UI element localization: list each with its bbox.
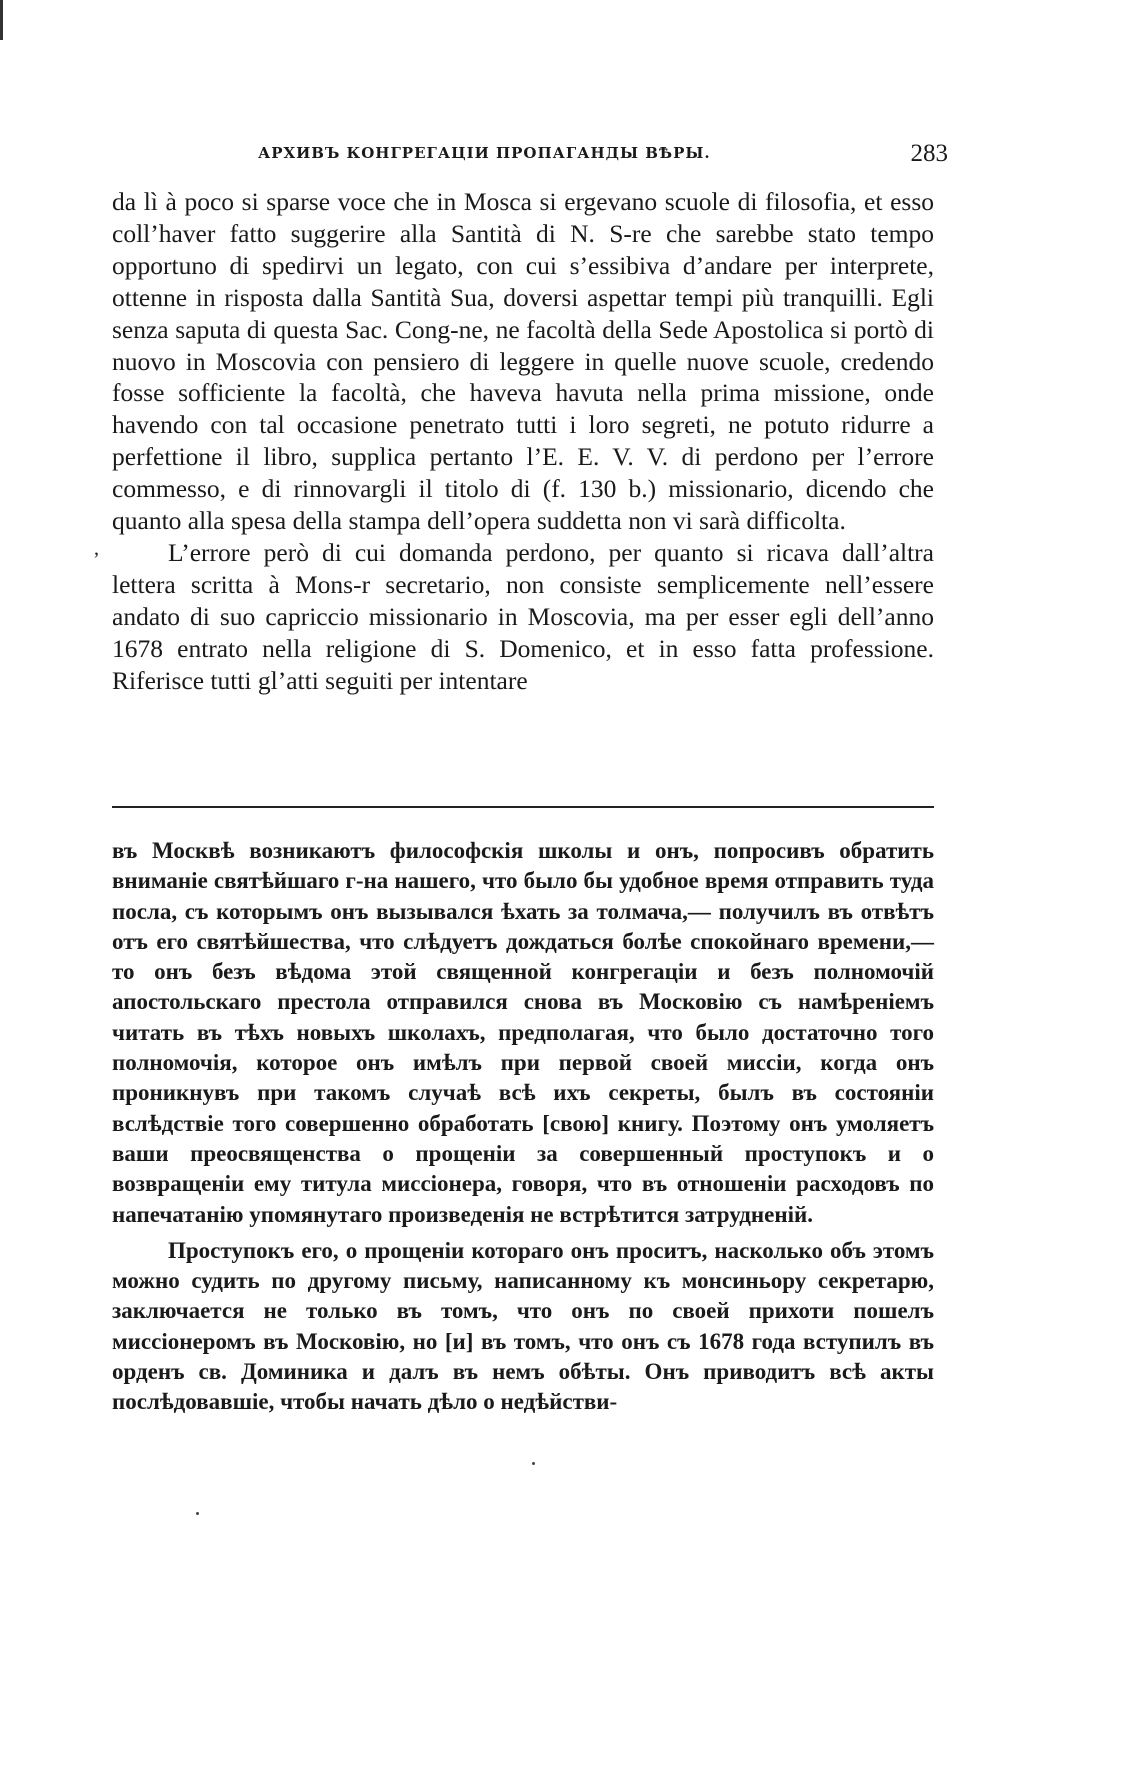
- russian-paragraph-1: въ Москвѣ возникаютъ философскія школы и онъ, попросивъ обратить вниманіе святѣйшаго г-на нашего, что было бы удобное время отправить туда посла, съ которымъ онъ вызывался ѣхать за толмача,— получилъ въ отвѣтъ отъ его святѣйшества, что слѣдуетъ дождаться болѣе спокойнаго времени,—то онъ безъ вѣдома этой священной конгрегаціи и безъ полномочій апостольскаго престола отправился снова въ Московію съ намѣреніемъ читать въ тѣхъ новыхъ школахъ, предполагая, что было достаточно того полномочія, которое онъ имѣлъ при первой своей миссіи, когда онъ проникнувъ при такомъ случаѣ всѣ ихъ секреты, былъ въ состояніи вслѣдствіе того совершенно обработать [свою] книгу. Поэтому онъ умоляетъ ваши преосвященства о прощеніи за совершенный проступокъ и о возвращеніи ему титула миссіонера, говоря, что въ отношеніи расходовъ по напечатанію упомянутаго произведенія не встрѣтится затрудненій.: [112, 838, 934, 1227]
- margin-mark: ʼ: [93, 549, 100, 571]
- page-number: 283: [910, 140, 948, 167]
- italian-original-text: [112, 186, 934, 697]
- italian-paragraph-2: L’errore però di cui domanda perdono, per quanto si ricava dall’altra lettera scritta à Mons-r secretario, non consiste semplicemente nell’essere andato di suo capriccio missionario in Moscovia, ma per esser egli dell’anno 1678 entrato nella religione di S. Domenico, et in esso fatta professione. Riferisce tutti gl’atti seguiti per intentare: [112, 537, 934, 695]
- section-divider: [112, 806, 934, 808]
- russian-translation-text: [112, 836, 934, 1418]
- russian-paragraph-2: Проступокъ его, о прощеніи котораго онъ проситъ, насколько объ этомъ можно судить по другому письму, написанному къ монсиньору секретарю, заключается не только въ томъ, что онъ по своей прихоти пошелъ миссіонеромъ въ Московію, но [и] въ томъ, что онъ съ 1678 года вступилъ въ орденъ св. Доминика и далъ въ немъ обѣты. Онъ приводитъ всѣ акты послѣдовавшіе, чтобы начать дѣло о недѣйстви-: [112, 1237, 934, 1415]
- italian-paragraph-1: da lì à poco si sparse voce che in Mosca si ergevano scuole di filosofia, et esso coll’haver fatto suggerire alla Santità di N. S-re che sarebbe stato tempo opportuno di spedirvi un legato, con cui s’essibiva d’andare per interprete, ottenne in risposta dalla Santità Sua, doversi aspettar tempi più tranquilli. Egli senza saputa di questa Sac. Cong-ne, ne facoltà della Sede Apostolica si portò di nuovo in Moscovia con pensiero di leggere in quelle nuove scuole, credendo fosse sofficiente la facoltà, che haveva havuta nella prima missione, onde havendo con tal occasione penetrato tutti i loro segreti, ne potuto ridurre a perfettione il libro, supplica pertanto l’E. E. V. V. di perdono per l’errore commesso, e di rinnovargli il titolo di (f. 130 b.) missionario, dicendo che quanto alla spesa della stampa dell’opera suddetta non vi sarà difficolta.: [112, 187, 934, 536]
- page-header: [258, 140, 948, 170]
- print-speck: [196, 1512, 199, 1515]
- running-title: АРХИВЪ КОНГРЕГАЦІИ ПРОПАГАНДЫ ВѢРЫ.: [258, 144, 711, 162]
- scan-edge-mark: [0, 0, 3, 40]
- print-speck: [532, 1462, 535, 1465]
